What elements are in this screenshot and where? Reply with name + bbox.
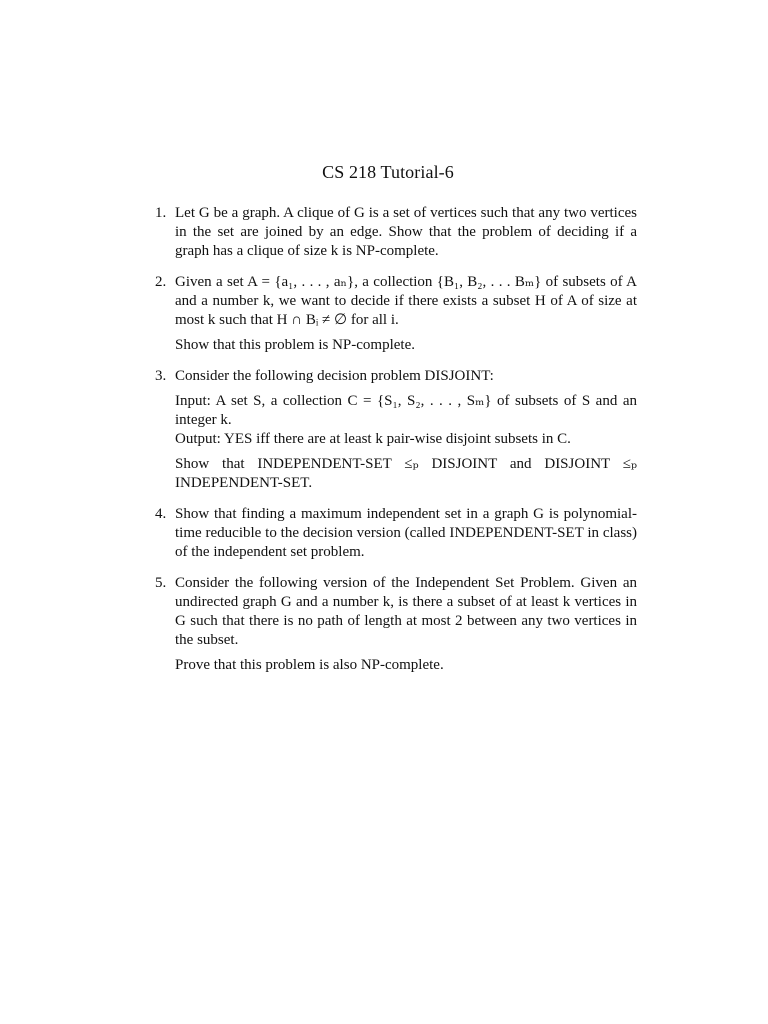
problem-number: 2.	[155, 274, 167, 290]
problem-item-2	[155, 273, 637, 355]
problem-item-4	[155, 505, 637, 562]
problem-text: Consider the following decision problem DISJOINT:	[175, 368, 494, 384]
problem-text: Given a set A = {a₁, . . . , aₙ}, a collection {B₁, B₂, . . . Bₘ} of subsets of A and a number k, we want to decide if there exists a subset H of A of size at most k such that H ∩ Bᵢ ≠ ∅ for all i.	[175, 274, 637, 328]
problem-item-1	[155, 204, 637, 261]
problem-text: Let G be a graph. A clique of G is a set of vertices such that any two vertices in the set are joined by an edge. Show that the problem of deciding if a graph has a clique of size k is NP-complete.	[175, 205, 637, 259]
problem-number: 5.	[155, 575, 167, 591]
problem-item-3	[155, 367, 637, 493]
problem-number: 3.	[155, 368, 167, 384]
problem-text: Consider the following version of the Independent Set Problem. Given an undirected graph G and a number k, is there a subset of at least k vertices in G such that there is no path of length at most 2 between any two vertices in the subset.	[175, 575, 637, 648]
problem-text: Output: YES iff there are at least k pair-wise disjoint subsets in C.	[175, 431, 571, 447]
problem-text: Show that this problem is NP-complete.	[175, 337, 415, 353]
problem-item-5	[155, 574, 637, 675]
problem-number: 4.	[155, 506, 167, 522]
problem-text: Show that finding a maximum independent set in a graph G is polynomial-time reducible to the decision version (called INDEPENDENT-SET in class) of the independent set problem.	[175, 506, 637, 560]
page-title: CS 218 Tutorial-6	[322, 162, 454, 182]
problem-text: Input: A set S, a collection C = {S₁, S₂, . . . , Sₘ} of subsets of S and an integer k.	[175, 393, 637, 428]
problem-text: Prove that this problem is also NP-complete.	[175, 657, 444, 673]
problem-number: 1.	[155, 205, 167, 221]
problem-list	[155, 204, 637, 687]
problem-text: Show that INDEPENDENT-SET ≤ₚ DISJOINT and DISJOINT ≤ₚ INDEPENDENT-SET.	[175, 456, 637, 491]
